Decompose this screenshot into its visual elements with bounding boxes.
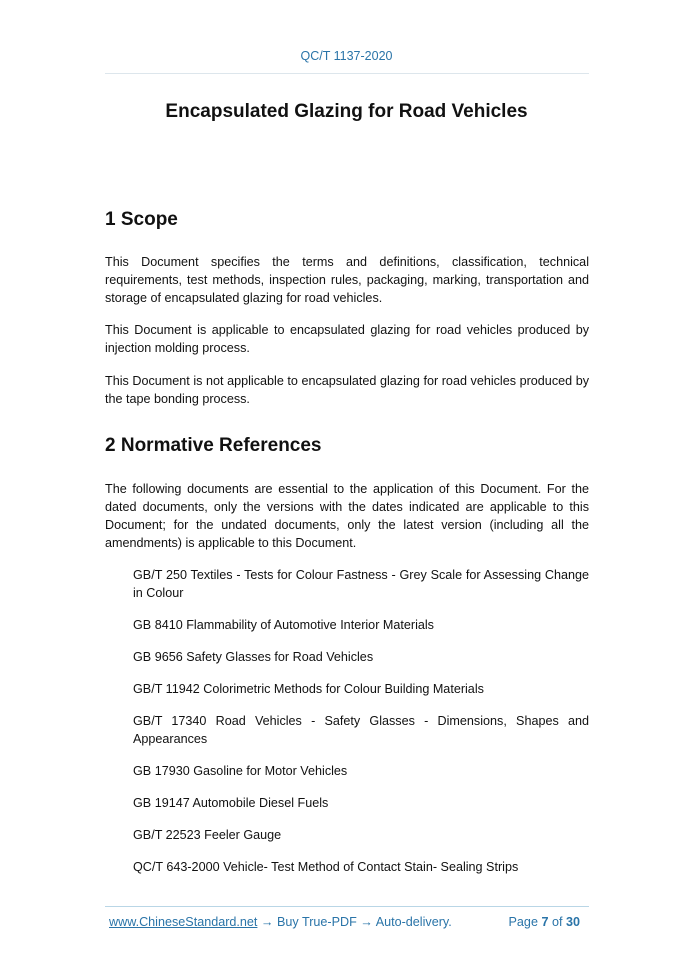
- paragraph: This Document specifies the terms and definitions, classification, technical requirements, test methods, inspection rules, packaging, marking, transportation and storage of encapsulated glazing for road vehicles.: [105, 255, 589, 305]
- reference-item: GB 8410 Flammability of Automotive Interior Materials: [133, 618, 434, 632]
- section-heading-normative-references: 2 Normative References: [105, 435, 322, 456]
- page-current: 7: [541, 915, 549, 929]
- header-divider: [105, 73, 589, 74]
- reference-item: QC/T 643-2000 Vehicle- Test Method of Contact Stain- Sealing Strips: [133, 860, 519, 874]
- page-total: 30: [565, 915, 580, 929]
- reference-item: GB 19147 Automobile Diesel Fuels: [133, 796, 329, 810]
- paragraph: The following documents are essential to the application of this Document. For the dated documents, only the versions with the dates indicated are applicable to this Document; for the undated documents, only the latest version (including all the amendments) is applicable to this Document.: [105, 482, 589, 550]
- footer-promo-text: → Buy True-PDF → Auto-delivery.: [257, 915, 452, 929]
- reference-item: GB 17930 Gasoline for Motor Vehicles: [133, 764, 348, 778]
- reference-item: GB/T 11942 Colorimetric Methods for Colour Building Materials: [133, 682, 484, 696]
- paragraph: This Document is applicable to encapsulated glazing for road vehicles produced by injection molding process.: [105, 323, 589, 355]
- page-of: of: [548, 915, 566, 929]
- document-title: Encapsulated Glazing for Road Vehicles: [165, 101, 528, 122]
- reference-item: GB/T 17340 Road Vehicles - Safety Glasses - Dimensions, Shapes and Appearances: [133, 714, 589, 746]
- reference-item: GB/T 22523 Feeler Gauge: [133, 828, 282, 842]
- page-number: [509, 915, 580, 929]
- footer-divider: [105, 906, 589, 907]
- header-doc-code: QC/T 1137-2020: [300, 49, 393, 63]
- footer-website-link[interactable]: www.ChineseStandard.net: [109, 915, 258, 929]
- footer-promo: [109, 915, 452, 929]
- section-heading-scope: 1 Scope: [105, 209, 178, 230]
- paragraph: This Document is not applicable to encapsulated glazing for road vehicles produced by the tape bonding process.: [105, 374, 589, 406]
- page-prefix: Page: [508, 915, 542, 929]
- reference-item: GB/T 250 Textiles - Tests for Colour Fastness - Grey Scale for Assessing Change in Colour: [133, 568, 589, 600]
- reference-item: GB 9656 Safety Glasses for Road Vehicles: [133, 650, 374, 664]
